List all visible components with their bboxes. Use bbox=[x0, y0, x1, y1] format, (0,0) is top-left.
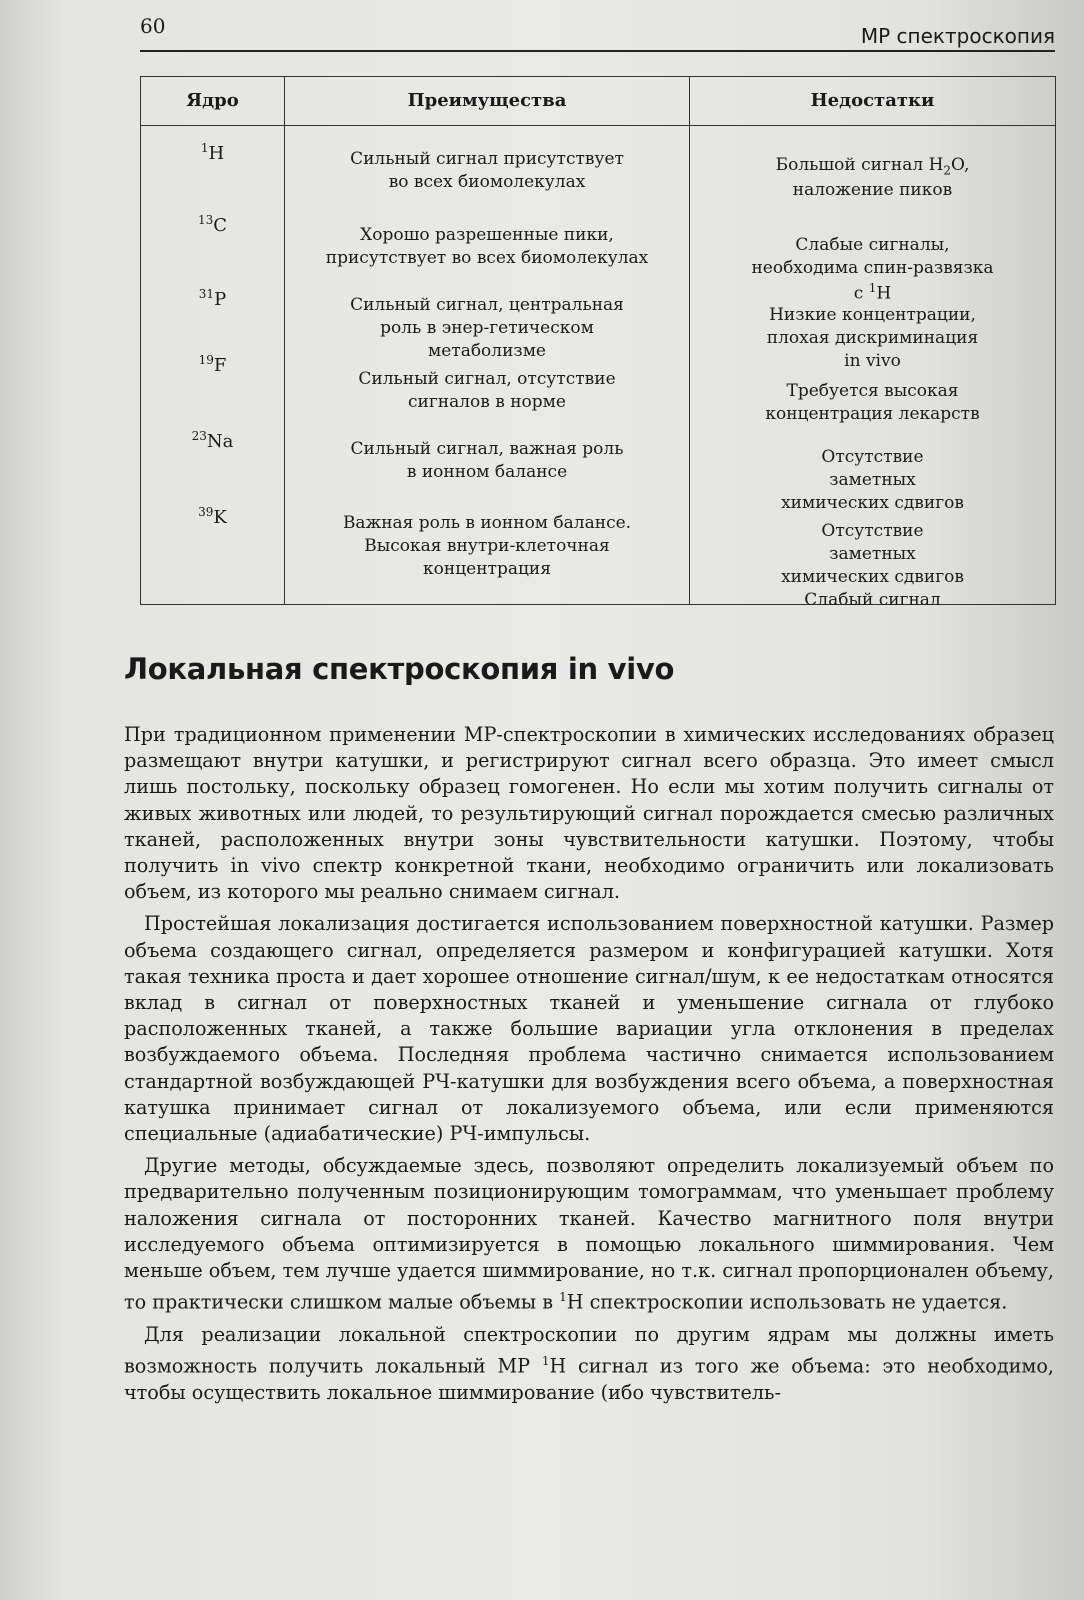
disadvantage-k39: Отсутствие заметных химических сдвигов Слабый сигнал bbox=[781, 521, 964, 610]
advantage-f19: Сильный сигнал, отсутствие сигналов в норме bbox=[358, 369, 616, 412]
advantages-column bbox=[285, 126, 690, 605]
advantage-na23: Сильный сигнал, важная роль в ионном балансе bbox=[350, 439, 624, 482]
nucleus-na23: $^{23}$Na bbox=[191, 429, 234, 452]
disadvantage-h1: Большой сигнал $H_2O$, наложение пиков bbox=[775, 155, 970, 200]
section-title: Локальная спектроскопия in vivo bbox=[124, 652, 675, 686]
paragraph: Другие методы, обсуждаемые здесь, позволяют определить локализуемый объем по предварительно полученным позиционирующим томограммам, что уменьшает проблему наложения сигнала от посторонних тканей. Качество магнитного поля внутри исследуемого объема оптимизируется в помощью локального шиммирования. Чем меньше объем, тем лучше удается шиммирование, но т.к. сигнал пропорционален объему, то практически слишком малые объемы в $^1$H спектроскопии использовать не удается. bbox=[124, 1154, 1054, 1314]
advantage-h1: Сильный сигнал присутствует во всех биомолекулах bbox=[350, 149, 624, 192]
nucleus-column bbox=[141, 126, 285, 605]
advantage-c13: Хорошо разрешенные пики, присутствует во всех биомолекулах bbox=[325, 225, 649, 268]
paragraph: При традиционном применении МР-спектроскопии в химических исследованиях образец размещают внутри катушки, и регистрируют сигнал всего образца. Это имеет смысл лишь постольку, поскольку образец гомогенен. Но если мы хотим получить сигналы от живых животных или людей, то результирующий сигнал порождается смесью различных тканей, расположенных внутри зоны чувствительности катушки. Поэтому, чтобы получить in vivo спектр конкретной ткани, необходимо ограничить или локализовать объем, из которого мы реально снимаем сигнал. bbox=[124, 723, 1054, 904]
body-text bbox=[124, 722, 1054, 1412]
nucleus-f19: $^{19}$F bbox=[198, 353, 227, 376]
nucleus-p31: $^{31}$P bbox=[198, 287, 227, 310]
table-header-row bbox=[141, 77, 1056, 126]
disadvantage-na23: Отсутствие заметных химических сдвигов bbox=[781, 447, 964, 513]
nuclei-comparison-table bbox=[140, 76, 1056, 610]
paragraph: Для реализации локальной спектроскопии по другим ядрам мы должны иметь возможность получить локальный МР $^1$H сигнал из того же объема: это необходимо, чтобы осуществить локальное шиммирование (ибо чувствитель- bbox=[124, 1322, 1055, 1404]
running-head: МР спектроскопия bbox=[860, 24, 1055, 48]
nucleus-c13: $^{13}$C bbox=[197, 213, 228, 236]
header-nucleus: Ядро bbox=[141, 77, 285, 126]
header-advantages: Преимущества bbox=[285, 77, 690, 126]
page-number: 60 bbox=[140, 14, 166, 38]
page-header bbox=[140, 10, 1055, 52]
disadvantage-c13: Слабые сигналы, необходима спин-развязка с $^1$H bbox=[751, 235, 994, 304]
nucleus-h1: $^1$H bbox=[200, 141, 225, 164]
paragraph: Простейшая локализация достигается использованием поверхностной катушки. Размер объема создающего сигнал, определяется размером и конфигурацией катушки. Хотя такая техника проста и дает хорошее отношение сигнал/шум, к ее недостаткам относятся вклад в сигнал от поверхностных тканей и уменьшение сигнала от глубоко расположенных тканей, а также большие вариации угла отклонения в пределах возбуждаемого объема. Последняя проблема частично снимается использованием стандартной возбуждающей РЧ-катушки для возбуждения всего объема, а поверхностная катушка принимает сигнал от локализуемого объема, или если применяются специальные (адиабатические) РЧ-импульсы. bbox=[124, 912, 1054, 1146]
table-body-row bbox=[141, 126, 1056, 605]
nucleus-k39: $^{39}$K bbox=[198, 505, 227, 528]
advantage-p31: Сильный сигнал, центральная роль в энер-гетическом метаболизме bbox=[350, 295, 624, 361]
disadvantages-column bbox=[690, 126, 1056, 610]
header-disadvantages: Недостатки bbox=[690, 77, 1056, 126]
disadvantage-p31: Низкие концентрации, плохая дискриминация in vivo bbox=[766, 305, 979, 371]
advantage-k39: Важная роль в ионном балансе. Высокая внутри-клеточная концентрация bbox=[342, 513, 632, 579]
disadvantage-f19: Требуется высокая концентрация лекарств bbox=[765, 381, 980, 424]
